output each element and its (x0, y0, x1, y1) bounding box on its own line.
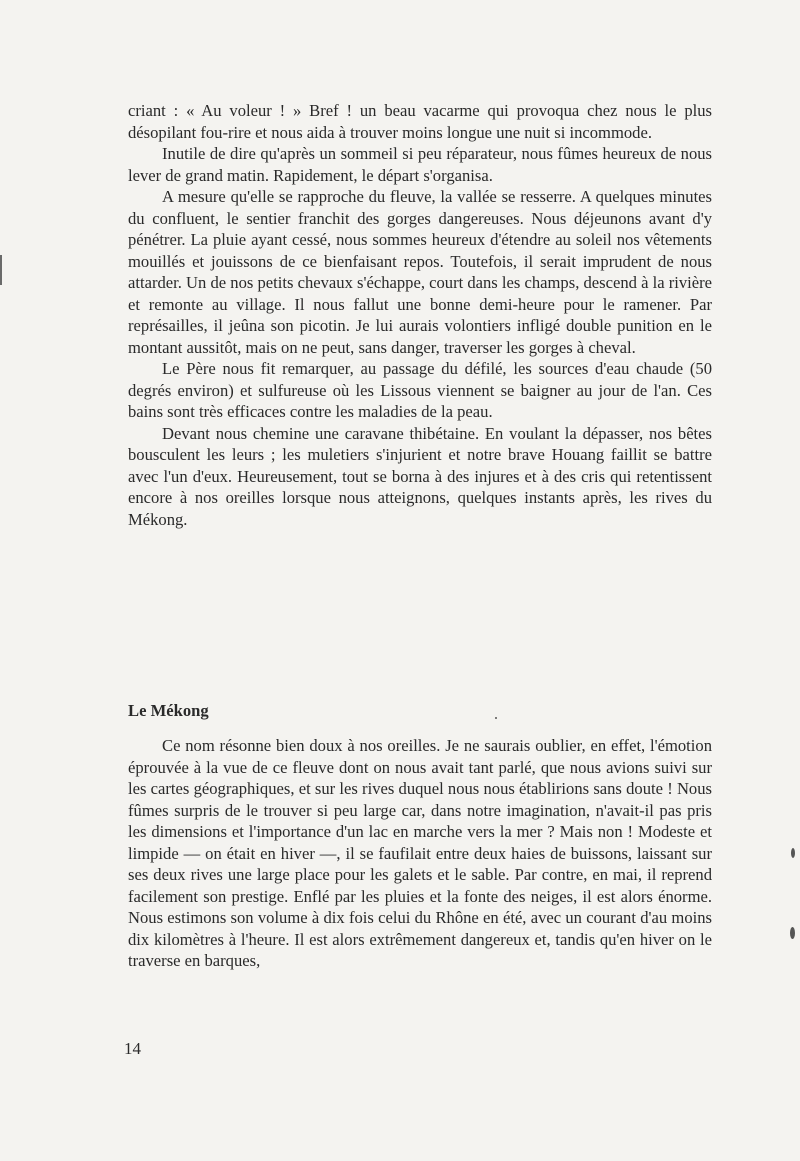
scan-speck (790, 927, 795, 939)
section-heading: Le Mékong (128, 701, 209, 720)
paragraph: Inutile de dire qu'après un sommeil si peu réparateur, nous fûmes heureux de nous lever de grand matin. Rapidement, le départ s'organisa. (128, 144, 712, 185)
scan-speck (495, 717, 497, 719)
paragraph: Devant nous chemine une caravane thibétaine. En voulant la dépasser, nos bêtes bousculent les leurs ; les muletiers s'injurient et notre brave Houang faillit se battre avec l'un d'eux. Heureusement, tout se borna à des injures et à des cris qui retentissent encore à nos oreilles lorsque nous atteignons, quelques instants après, les rives du Mékong. (128, 423, 712, 529)
paragraph: Ce nom résonne bien doux à nos oreilles. Je ne saurais oublier, en effet, l'émotion éprouvée à la vue de ce fleuve dont on nous avait tant parlé, que nous avions suivi sur les cartes géographiques, et sur les rives duquel nous nous établirions sans doute ! Nous fûmes surpris de le trouver si peu large car, dans notre imagination, n'avait-il pas pris les dimensions et l'importance d'un lac en marche vers la mer ? Mais non ! Modeste et limpide — on était en hiver —, il se faufilait entre deux haies de buissons, laissant sur ses deux rives une large place pour les galets et le sable. Par contre, en mai, il reprend facilement son prestige. Enflé par les pluies et la fonte des neiges, il est alors énorme. Nous estimons son volume à dix fois celui du Rhône en été, avec un courant d'au moins dix kilomètres à l'heure. Il est alors extrêmement dangereux et, tandis qu'en hiver on le traverse en barques, (128, 736, 712, 970)
body-text-top (128, 100, 712, 530)
page-number: 14 (124, 1039, 141, 1058)
paragraph: criant : « Au voleur ! » Bref ! un beau vacarme qui provoqua chez nous le plus désopilant fou-rire et nous aida à trouver moins longue une nuit si incommode. (128, 101, 712, 142)
paragraph: A mesure qu'elle se rapproche du fleuve, la vallée se resserre. A quelques minutes du confluent, le sentier franchit des gorges dangereuses. Nous déjeunons avant d'y pénétrer. La pluie ayant cessé, nous sommes heureux d'étendre au soleil nos vêtements mouillés et jouissons de ce bienfaisant repos. Toutefois, il serait imprudent de nous attarder. Un de nos petits chevaux s'échappe, court dans les champs, descend à la rivière et remonte au village. Il nous fallut une bonne demi-heure pour le ramener. Par représailles, il jeûna son picotin. Je lui aurais volontiers infligé double punition en le montant aussitôt, mais on ne peut, sans danger, traverser les gorges à cheval. (128, 187, 713, 357)
body-text-section (128, 735, 712, 972)
paragraph: Le Père nous fit remarquer, au passage du défilé, les sources d'eau chaude (50 degrés environ) et sulfureuse où les Lissous viennent se baigner au jour de l'an. Ces bains sont très efficaces contre les maladies de la peau. (128, 359, 712, 421)
scan-speck (791, 848, 795, 858)
page-edge-shadow (0, 255, 2, 285)
